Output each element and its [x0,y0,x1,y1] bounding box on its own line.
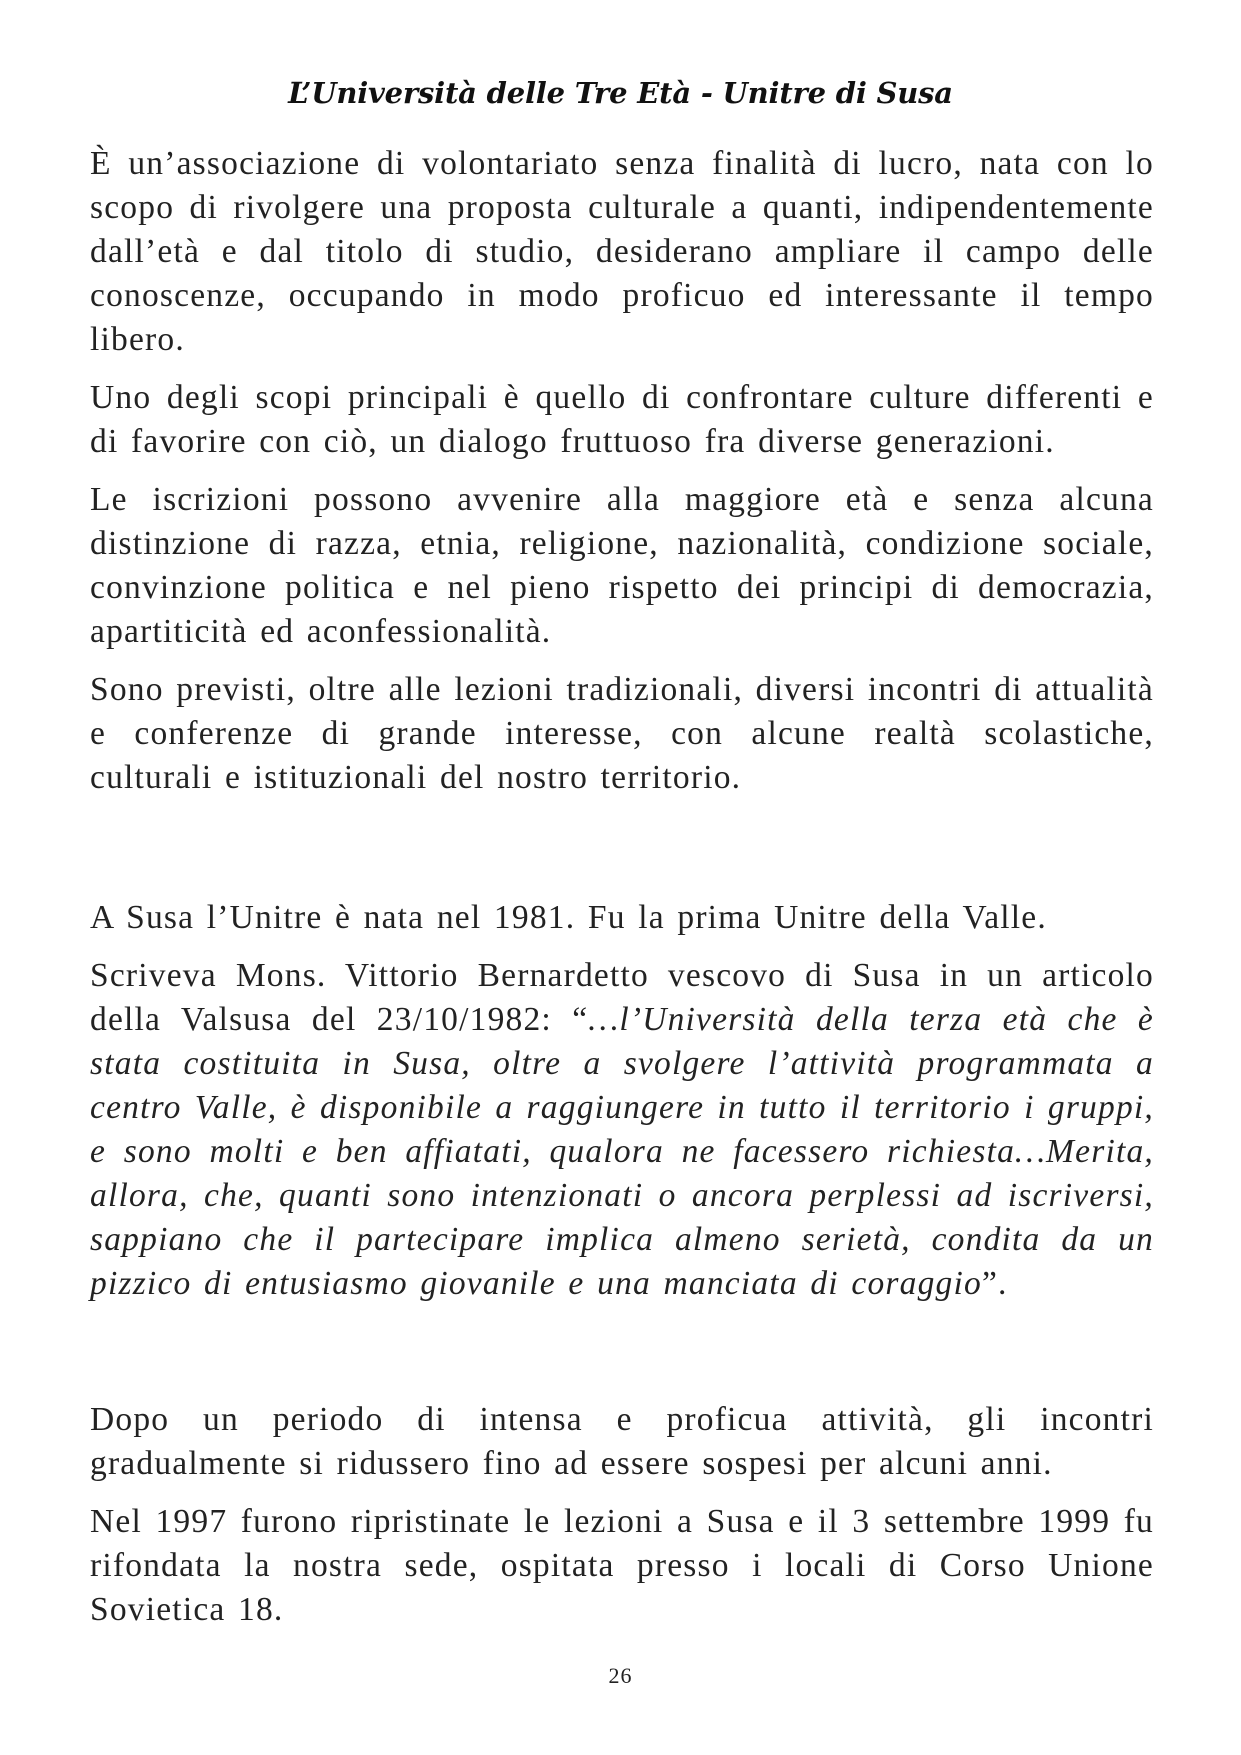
paragraph-founding: A Susa l’Unitre è nata nel 1981. Fu la prima Unitre della Valle. [90,899,1047,936]
paragraph-suspension: Dopo un periodo di intensa e proficua attività, gli incontri gradualmente si ridussero fino ad essere sospesi per alcuni anni. [90,1401,1154,1482]
page-number: 26 [608,1663,633,1688]
page-title: L’Università delle Tre Età - Unitre di Susa [288,76,953,110]
paragraph-enrollment: Le iscrizioni possono avvenire alla maggiore età e senza alcuna distinzione di razza, etnia, religione, nazionalità, condizione sociale, convinzione politica e nel pieno rispetto dei principi di democrazia, apartiticità ed aconfessionalità. [90,481,1154,650]
paragraph-aims: Uno degli scopi principali è quello di confrontare culture differenti e di favorire con ciò, un dialogo fruttuoso fra diverse generazioni. [90,379,1154,460]
quote-text: …l’Università della terza età che è stata costituita in Susa, oltre a svolgere l’attività programmata a centro Valle, è disponibile a raggiungere in tutto il territorio i gruppi, e sono molti e ben affiatati, qualora ne facessero richiesta…Merita, allora, che, quanti sono intenzionati o ancora perplessi ad iscriversi, sappiano che il partecipare implica almeno serietà, condita da un pizzico di entusiasmo giovanile e una manciata di coraggio [90,1001,1154,1302]
paragraph-association: È un’associazione di volontariato senza finalità di lucro, nata con lo scopo di rivolgere una proposta culturale a quanti, indipendentemente dall’età e dal titolo di studio, desiderano ampliare il campo delle conoscenze, occupando in modo proficuo ed interessante il tempo libero. [90,145,1154,358]
paragraph-bishop-quote [90,954,1154,1306]
quote-end: ”. [981,1265,1008,1302]
paragraph-activities: Sono previsti, oltre alle lezioni tradizionali, diversi incontri di attualità e conferenze di grande interesse, con alcune realtà scolastiche, culturali e istituzionali del nostro territorio. [90,671,1154,796]
quote-intro: Scriveva Mons. Vittorio Bernardetto vescovo di Susa in un articolo della Valsusa del 23/10/1982: “ [90,957,1154,1038]
paragraph-refounding: Nel 1997 furono ripristinate le lezioni a Susa e il 3 settembre 1999 fu rifondata la nostra sede, ospitata presso i locali di Corso Unione Sovietica 18. [90,1503,1154,1628]
document-body [90,142,1154,1646]
